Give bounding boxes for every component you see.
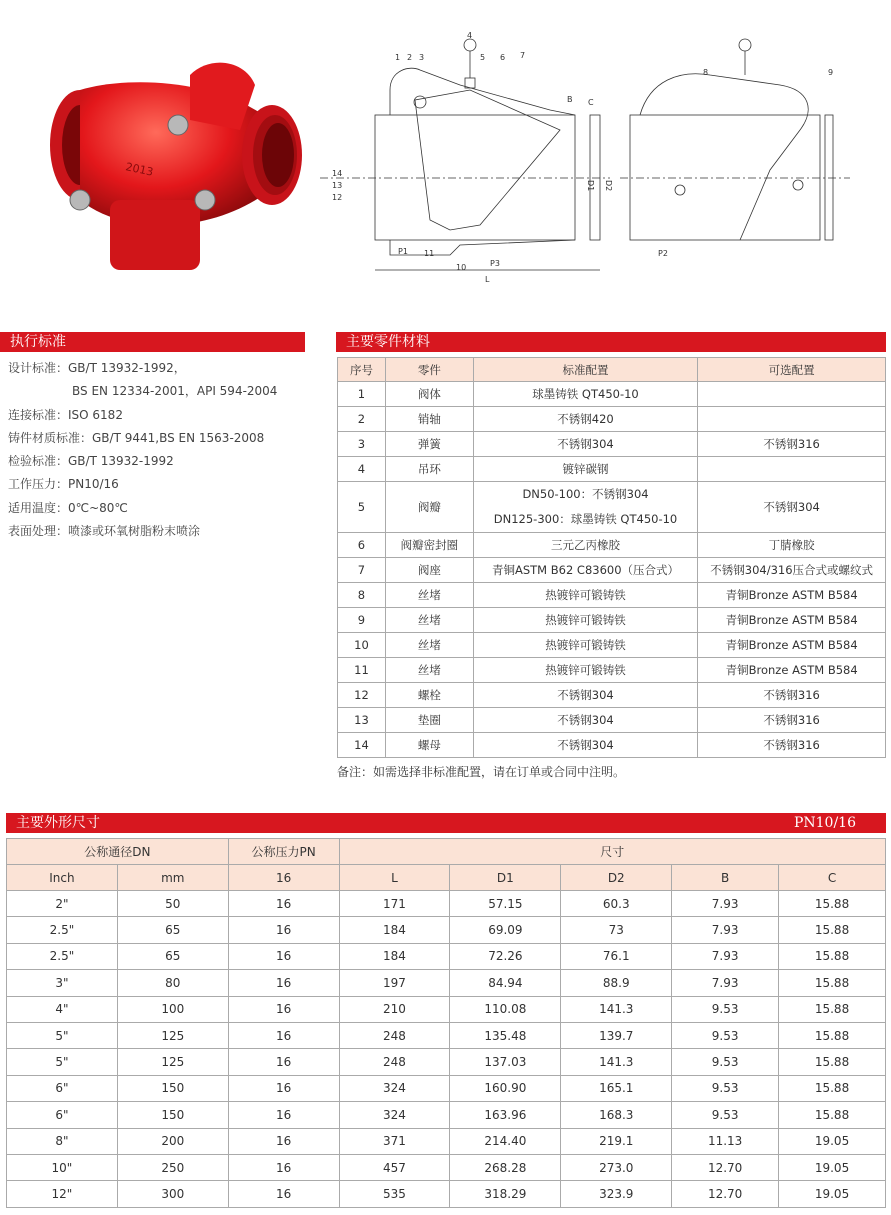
valve-technical-drawing: [320, 30, 880, 290]
dimensions-cell: 200: [117, 1128, 228, 1154]
dimensions-sub-header: C: [779, 865, 886, 891]
materials-row: [338, 407, 886, 432]
materials-cell: 4: [338, 457, 386, 482]
dimensions-cell: 150: [117, 1102, 228, 1128]
materials-cell: 吊环: [385, 457, 473, 482]
materials-header: 标准配置: [473, 358, 698, 382]
dimensions-row: [7, 996, 886, 1022]
dimensions-sub-header: mm: [117, 865, 228, 891]
dimensions-cell: 135.48: [450, 1022, 561, 1048]
part-label: 9: [828, 68, 834, 77]
materials-cell: 球墨铸铁 QT450-10: [473, 382, 698, 407]
materials-cell: 不锈钢304: [473, 708, 698, 733]
materials-cell: 不锈钢316: [698, 708, 886, 733]
dimensions-row: [7, 1049, 886, 1075]
materials-table: [337, 357, 886, 758]
dimensions-cell: 16: [228, 1154, 339, 1180]
materials-title: 主要零件材料: [346, 334, 430, 350]
materials-cell: 11: [338, 658, 386, 683]
materials-header: 零件: [385, 358, 473, 382]
dimensions-cell: 323.9: [561, 1181, 672, 1207]
dimensions-cell: 15.88: [779, 1049, 886, 1075]
dimensions-cell: 7.93: [672, 970, 779, 996]
dimensions-cell: 219.1: [561, 1128, 672, 1154]
dimensions-row: [7, 1181, 886, 1207]
dim-label: C: [588, 98, 594, 107]
materials-cell: 丝堵: [385, 608, 473, 633]
plug-label: P3: [490, 259, 500, 268]
materials-row: [338, 382, 886, 407]
dimensions-cell: 15.88: [779, 1022, 886, 1048]
materials-cell: 不锈钢316: [698, 432, 886, 457]
dimensions-cell: 16: [228, 1102, 339, 1128]
dimensions-cell: 324: [339, 1102, 450, 1128]
dimensions-cell: 19.05: [779, 1154, 886, 1180]
part-label: 3: [419, 53, 425, 62]
dimensions-cell: 9.53: [672, 996, 779, 1022]
dimensions-cell: 9.53: [672, 1049, 779, 1075]
materials-row: [338, 633, 886, 658]
dimensions-cell: 163.96: [450, 1102, 561, 1128]
dimensions-cell: 300: [117, 1181, 228, 1207]
materials-cell: 阀座: [385, 558, 473, 583]
dimensions-cell: 2.5": [7, 917, 118, 943]
materials-row: [338, 482, 886, 533]
materials-cell: 7: [338, 558, 386, 583]
dimensions-cell: 2": [7, 891, 118, 917]
materials-row: [338, 733, 886, 758]
dimensions-sub-header: B: [672, 865, 779, 891]
dimensions-title: 主要外形尺寸: [16, 815, 100, 831]
standard-row: 设计标准：GB/T 13932-1992，: [8, 361, 186, 375]
dimensions-sub-header: 16: [228, 865, 339, 891]
materials-cell: 热镀锌可锻铸铁: [473, 608, 698, 633]
dimensions-cell: 69.09: [450, 917, 561, 943]
dim-label: B: [567, 95, 573, 104]
materials-note: 备注：如需选择非标准配置，请在订单或合同中注明。: [337, 765, 626, 779]
dim-label: D1: [586, 180, 595, 192]
materials-cell: 不锈钢304: [698, 482, 886, 533]
materials-cell: 青铜ASTM B62 C83600（压合式）: [473, 558, 698, 583]
dimensions-cell: 15.88: [779, 970, 886, 996]
materials-cell: 不锈钢304/316压合式或螺纹式: [698, 558, 886, 583]
dimensions-cell: 125: [117, 1022, 228, 1048]
dim-label: D2: [604, 180, 613, 192]
materials-cell: 8: [338, 583, 386, 608]
part-label: 12: [332, 193, 343, 202]
dimensions-cell: 250: [117, 1154, 228, 1180]
dimensions-row: [7, 917, 886, 943]
plug-label: P2: [658, 249, 668, 258]
materials-cell: 6: [338, 533, 386, 558]
dimensions-cell: 5": [7, 1022, 118, 1048]
dimensions-cell: 168.3: [561, 1102, 672, 1128]
dimensions-cell: 150: [117, 1075, 228, 1101]
dimensions-cell: 9.53: [672, 1075, 779, 1101]
dimensions-cell: 16: [228, 917, 339, 943]
dimensions-cell: 9.53: [672, 1102, 779, 1128]
dimensions-cell: 318.29: [450, 1181, 561, 1207]
materials-cell: 不锈钢304: [473, 432, 698, 457]
dimensions-table: [6, 838, 886, 1208]
materials-cell: 丝堵: [385, 583, 473, 608]
materials-cell: 3: [338, 432, 386, 457]
materials-row: [338, 658, 886, 683]
materials-row: [338, 708, 886, 733]
dimensions-cell: 76.1: [561, 943, 672, 969]
dimensions-cell: 160.90: [450, 1075, 561, 1101]
materials-cell: 热镀锌可锻铸铁: [473, 583, 698, 608]
dimensions-group-header: 公称压力PN: [228, 839, 339, 865]
dimensions-section-title: [6, 813, 886, 833]
materials-cell: 三元乙丙橡胶: [473, 533, 698, 558]
dimensions-cell: 15.88: [779, 1102, 886, 1128]
dimensions-cell: 171: [339, 891, 450, 917]
materials-cell: 螺栓: [385, 683, 473, 708]
materials-row: [338, 558, 886, 583]
dimensions-cell: 3": [7, 970, 118, 996]
standard-row: 适用温度：0℃~80℃: [8, 500, 128, 515]
materials-cell: 垫圈: [385, 708, 473, 733]
dimensions-cell: 19.05: [779, 1128, 886, 1154]
standard-row: BS EN 12334-2001，API 594-2004: [72, 384, 278, 399]
dimensions-cell: 457: [339, 1154, 450, 1180]
materials-cell: 弹簧: [385, 432, 473, 457]
dimensions-cell: 80: [117, 970, 228, 996]
materials-cell: 青铜Bronze ASTM B584: [698, 583, 886, 608]
dimensions-sub-header: Inch: [7, 865, 118, 891]
dimensions-row: [7, 1102, 886, 1128]
dimensions-cell: 16: [228, 1128, 339, 1154]
materials-cell: 青铜Bronze ASTM B584: [698, 658, 886, 683]
dimensions-cell: 268.28: [450, 1154, 561, 1180]
dimensions-cell: 324: [339, 1075, 450, 1101]
standards-title: 执行标准: [10, 334, 66, 350]
dimensions-cell: 84.94: [450, 970, 561, 996]
dimensions-cell: 6": [7, 1102, 118, 1128]
dimensions-cell: 9.53: [672, 1022, 779, 1048]
dimensions-cell: 214.40: [450, 1128, 561, 1154]
dimensions-cell: 60.3: [561, 891, 672, 917]
materials-cell: 14: [338, 733, 386, 758]
materials-cell: 阀体: [385, 382, 473, 407]
dimensions-sub-header: D1: [450, 865, 561, 891]
materials-cell: 13: [338, 708, 386, 733]
standard-row: 连接标准：ISO 6182: [8, 407, 123, 422]
dimensions-row: [7, 891, 886, 917]
dimensions-cell: 165.1: [561, 1075, 672, 1101]
dimensions-cell: 73: [561, 917, 672, 943]
standard-row: 工作压力：PN10/16: [8, 477, 119, 492]
dimensions-cell: 16: [228, 1022, 339, 1048]
materials-row: [338, 608, 886, 633]
dimensions-cell: 7.93: [672, 891, 779, 917]
dimensions-cell: 16: [228, 943, 339, 969]
materials-cell: 镀锌碳钢: [473, 457, 698, 482]
part-label: 8: [703, 68, 709, 77]
dimensions-cell: 57.15: [450, 891, 561, 917]
materials-header: 序号: [338, 358, 386, 382]
materials-section-title: [336, 332, 886, 352]
dimensions-cell: 248: [339, 1022, 450, 1048]
dimensions-cell: 110.08: [450, 996, 561, 1022]
dimensions-sub-header: D2: [561, 865, 672, 891]
dimensions-cell: 248: [339, 1049, 450, 1075]
dimensions-group-header: 公称通径DN: [7, 839, 229, 865]
standard-row: 铸件材质标准：GB/T 9441,BS EN 1563-2008: [8, 430, 265, 445]
dimensions-cell: 12.70: [672, 1181, 779, 1207]
dimensions-sub-header: L: [339, 865, 450, 891]
part-label: 10: [456, 263, 467, 272]
dimensions-cell: 5": [7, 1049, 118, 1075]
materials-row: [338, 683, 886, 708]
pressure-tag: PN10/16: [793, 815, 856, 831]
materials-cell: 丝堵: [385, 658, 473, 683]
part-label: 7: [520, 51, 526, 60]
casting-year-text: 2013: [124, 160, 155, 179]
part-label: 14: [332, 169, 343, 178]
dimensions-row: [7, 943, 886, 969]
dimensions-cell: 15.88: [779, 917, 886, 943]
materials-cell: 1: [338, 382, 386, 407]
materials-cell: 阀瓣: [385, 482, 473, 533]
dimensions-cell: 16: [228, 970, 339, 996]
dimensions-cell: 141.3: [561, 996, 672, 1022]
standard-row: 表面处理：喷漆或环氧树脂粉末喷涂: [8, 524, 201, 539]
materials-cell: 销轴: [385, 407, 473, 432]
materials-cell: 热镀锌可锻铸铁: [473, 633, 698, 658]
valve-photo: [40, 50, 310, 290]
dimensions-cell: 15.88: [779, 996, 886, 1022]
dimensions-cell: 12": [7, 1181, 118, 1207]
dimensions-cell: 6": [7, 1075, 118, 1101]
part-label: 2: [407, 53, 413, 62]
materials-cell: 不锈钢316: [698, 733, 886, 758]
materials-cell: 不锈钢304: [473, 733, 698, 758]
dimensions-cell: 4": [7, 996, 118, 1022]
dimensions-row: [7, 1154, 886, 1180]
materials-cell: [698, 457, 886, 482]
dimensions-cell: 65: [117, 917, 228, 943]
materials-cell: [698, 382, 886, 407]
materials-cell: 不锈钢304: [473, 683, 698, 708]
materials-header: 可选配置: [698, 358, 886, 382]
dimensions-cell: 15.88: [779, 891, 886, 917]
dimensions-cell: 8": [7, 1128, 118, 1154]
materials-row: [338, 533, 886, 558]
dimensions-cell: 16: [228, 891, 339, 917]
part-label: 4: [467, 31, 473, 40]
dimensions-group-header: 尺寸: [339, 839, 885, 865]
dimensions-cell: 7.93: [672, 917, 779, 943]
materials-cell: DN50-100：不锈钢304 DN125-300：球墨铸铁 QT450-10: [473, 482, 698, 533]
standard-row: 检验标准：GB/T 13932-1992: [8, 454, 174, 469]
materials-cell: 青铜Bronze ASTM B584: [698, 633, 886, 658]
materials-cell: 不锈钢316: [698, 683, 886, 708]
dimensions-cell: 535: [339, 1181, 450, 1207]
dimensions-cell: 50: [117, 891, 228, 917]
dimensions-row: [7, 1022, 886, 1048]
dimensions-cell: 197: [339, 970, 450, 996]
dimensions-cell: 16: [228, 1049, 339, 1075]
materials-cell: 阀瓣密封圈: [385, 533, 473, 558]
materials-cell: 5: [338, 482, 386, 533]
dimensions-row: [7, 1075, 886, 1101]
materials-cell: 2: [338, 407, 386, 432]
dimensions-cell: 16: [228, 1181, 339, 1207]
dimensions-cell: 184: [339, 943, 450, 969]
standards-section-title: [0, 332, 305, 352]
dimensions-cell: 15.88: [779, 1075, 886, 1101]
dimensions-cell: 2.5": [7, 943, 118, 969]
dimensions-cell: 10": [7, 1154, 118, 1180]
materials-row: [338, 583, 886, 608]
part-label: 1: [395, 53, 401, 62]
materials-cell: 10: [338, 633, 386, 658]
dimensions-cell: 125: [117, 1049, 228, 1075]
dimensions-cell: 16: [228, 996, 339, 1022]
materials-row: [338, 457, 886, 482]
dimensions-cell: 139.7: [561, 1022, 672, 1048]
dimensions-cell: 11.13: [672, 1128, 779, 1154]
dimensions-row: [7, 970, 886, 996]
materials-row: [338, 432, 886, 457]
dimensions-cell: 19.05: [779, 1181, 886, 1207]
dimensions-cell: 137.03: [450, 1049, 561, 1075]
materials-cell: 丁腈橡胶: [698, 533, 886, 558]
materials-cell: [698, 407, 886, 432]
dimensions-cell: 100: [117, 996, 228, 1022]
dimensions-cell: 210: [339, 996, 450, 1022]
dimensions-cell: 12.70: [672, 1154, 779, 1180]
dimensions-cell: 7.93: [672, 943, 779, 969]
dimensions-cell: 16: [228, 1075, 339, 1101]
standards-list: [8, 357, 308, 543]
dimensions-cell: 72.26: [450, 943, 561, 969]
materials-cell: 9: [338, 608, 386, 633]
materials-cell: 螺母: [385, 733, 473, 758]
materials-cell: 热镀锌可锻铸铁: [473, 658, 698, 683]
dimensions-cell: 88.9: [561, 970, 672, 996]
materials-cell: 不锈钢420: [473, 407, 698, 432]
dim-label: L: [485, 275, 490, 284]
materials-cell: 青铜Bronze ASTM B584: [698, 608, 886, 633]
materials-cell: 丝堵: [385, 633, 473, 658]
dimensions-cell: 15.88: [779, 943, 886, 969]
part-label: 11: [424, 249, 435, 258]
materials-cell: 12: [338, 683, 386, 708]
dimensions-cell: 371: [339, 1128, 450, 1154]
dimensions-row: [7, 1128, 886, 1154]
part-label: 5: [480, 53, 486, 62]
dimensions-cell: 141.3: [561, 1049, 672, 1075]
dimensions-cell: 273.0: [561, 1154, 672, 1180]
dimensions-cell: 184: [339, 917, 450, 943]
part-label: 6: [500, 53, 506, 62]
dimensions-cell: 65: [117, 943, 228, 969]
part-label: 13: [332, 181, 343, 190]
plug-label: P1: [398, 247, 408, 256]
